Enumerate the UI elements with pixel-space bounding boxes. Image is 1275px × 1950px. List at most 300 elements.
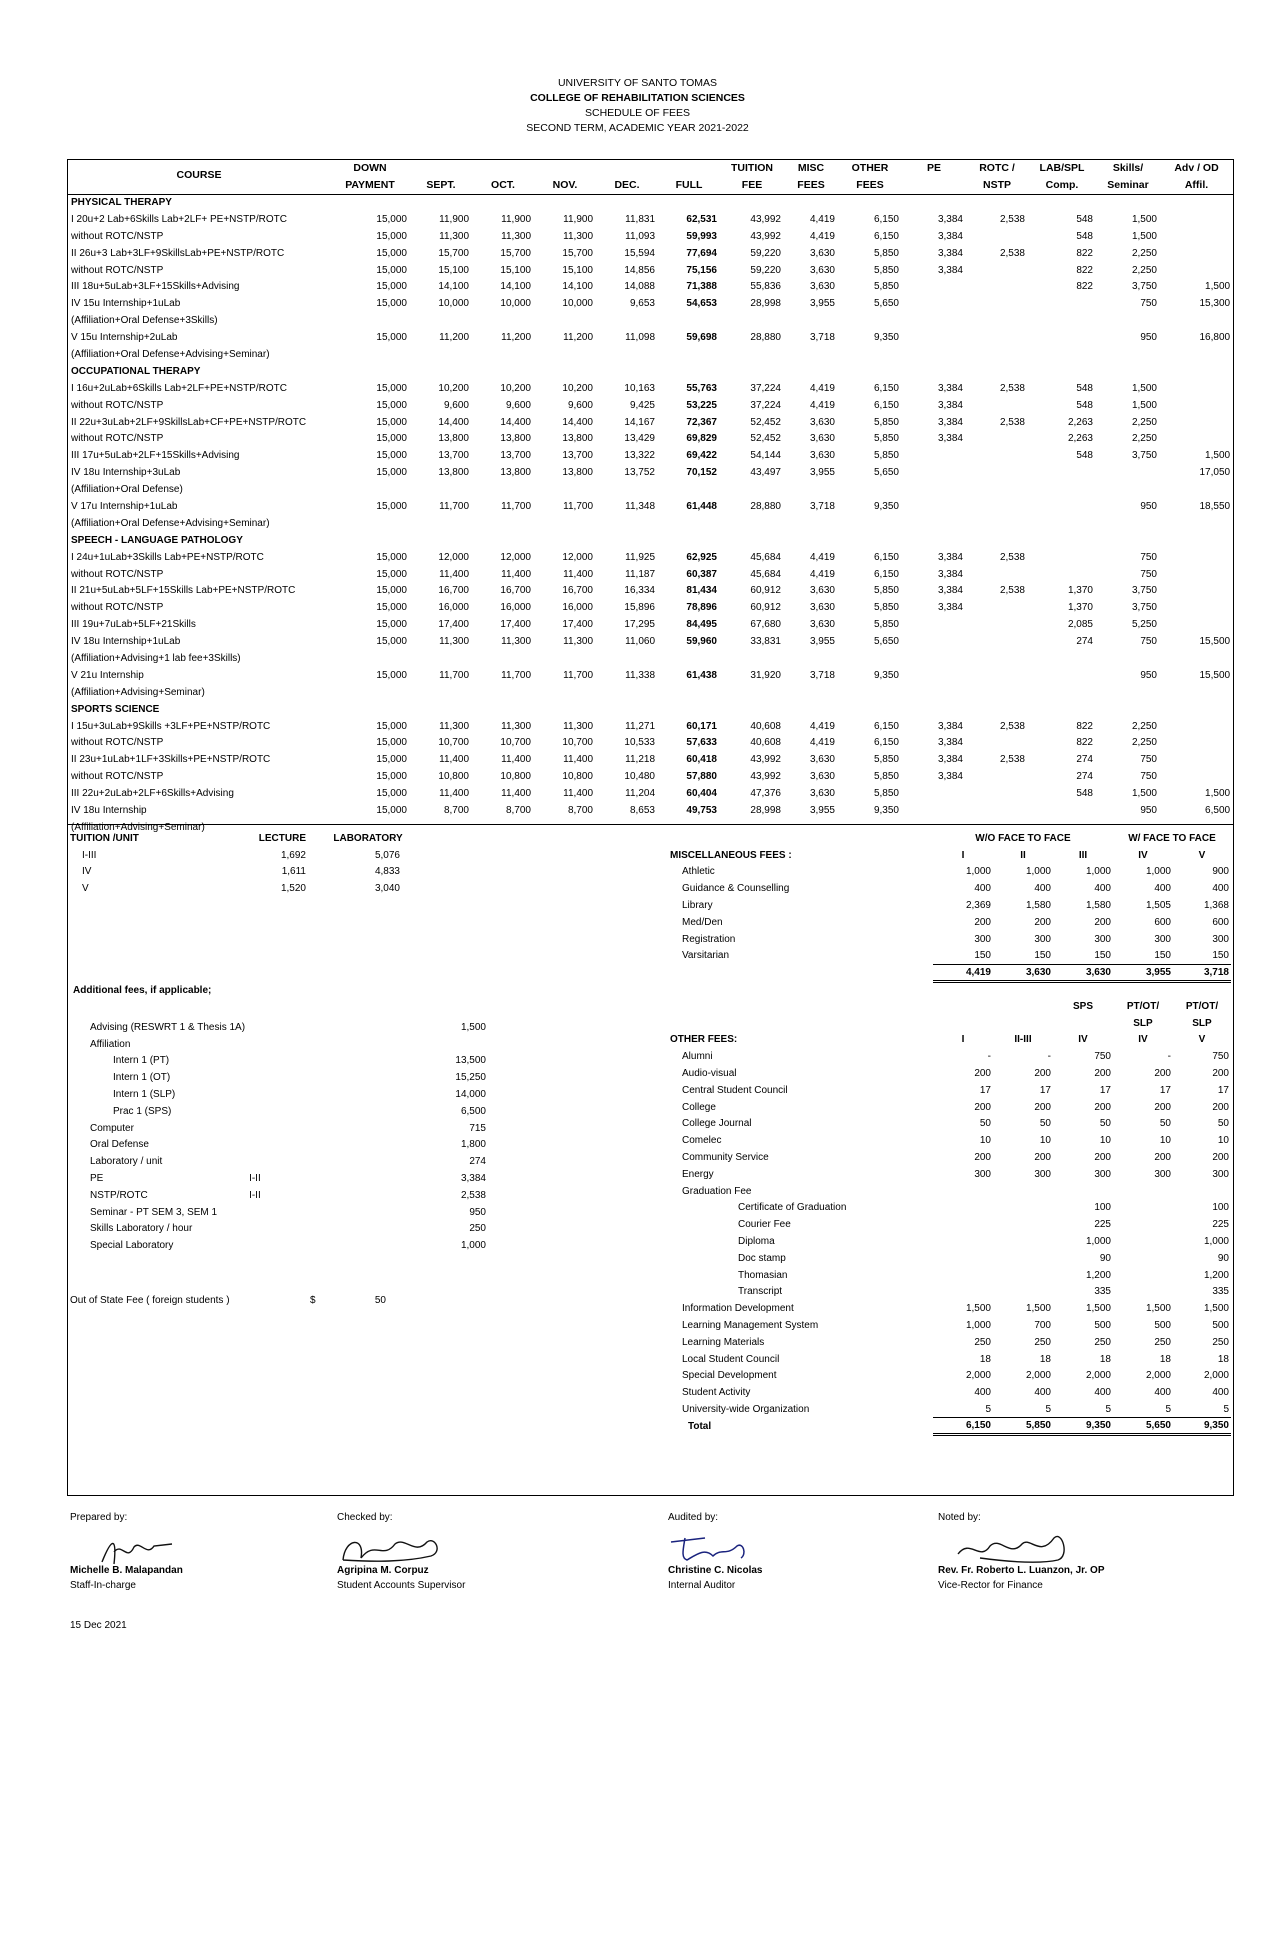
nov-cell: 11,700	[563, 500, 593, 512]
additional-fee-row	[68, 1069, 488, 1086]
without-face-to-face-label: W/O FACE TO FACE	[975, 832, 1071, 844]
other-fee-row	[668, 1233, 1231, 1250]
other-fees-total-label: Total	[688, 1420, 712, 1432]
full-cell: 75,156	[686, 264, 717, 276]
other-fee-row	[668, 1099, 1231, 1116]
pe-cell: 3,384	[937, 399, 963, 411]
misc-fee-value: 300	[1154, 933, 1171, 945]
oct-cell: 15,700	[500, 247, 531, 259]
tuition-cell: 52,452	[750, 416, 781, 428]
down-cell: 15,000	[376, 467, 407, 479]
fee-row	[68, 211, 1233, 228]
full-cell: 60,387	[686, 568, 717, 580]
other-cell: 6,150	[873, 720, 899, 732]
dec-cell: 16,334	[624, 585, 655, 597]
skills-cell	[1096, 515, 1160, 532]
other-cell: 6,150	[873, 230, 899, 242]
other-cell: 5,850	[873, 416, 899, 428]
rotc-cell	[966, 667, 1028, 684]
additional-fee-amount: 1,500	[460, 1021, 486, 1033]
additional-fees-title: Additional fees, if applicable;	[73, 985, 212, 996]
full-cell: 62,925	[686, 551, 717, 563]
sept-cell: 14,100	[438, 281, 469, 293]
signature-luanzon	[950, 1528, 1090, 1568]
lab-cell	[1028, 329, 1096, 346]
nov-cell	[534, 684, 596, 701]
course-cell: IV 18u Internship+3uLab	[71, 467, 181, 479]
oct-cell: 15,100	[500, 264, 531, 276]
fee-row	[68, 397, 1233, 414]
col-other: OTHER FEES	[851, 162, 889, 191]
signatory-title: Vice-Rector for Finance	[938, 1580, 1043, 1591]
rotc-cell	[966, 802, 1028, 819]
oct-cell: 11,300	[501, 636, 531, 648]
oct-cell	[472, 481, 534, 498]
rotc-cell	[966, 346, 1028, 363]
sept-cell	[410, 515, 472, 532]
additional-fee-level	[247, 1120, 362, 1137]
misc-fee-value: 300	[1212, 933, 1229, 945]
lab-cell: 274	[1076, 754, 1093, 766]
program-section-row	[68, 532, 1233, 549]
course-cell: SPORTS SCIENCE	[71, 703, 160, 715]
dec-cell: 10,163	[624, 382, 655, 394]
misc-cell: 3,630	[809, 247, 835, 259]
sept-cell: 12,000	[438, 551, 469, 563]
dec-cell: 17,295	[624, 619, 655, 631]
nov-cell: 13,800	[562, 467, 593, 479]
course-cell: without ROTC/NSTP	[71, 230, 164, 242]
nov-cell	[534, 650, 596, 667]
course-cell: I 20u+2 Lab+6Skills Lab+2LF+ PE+NSTP/ROTC	[71, 213, 287, 225]
other-fee-value: 18	[1217, 1353, 1229, 1365]
misc-fee-value: 150	[974, 950, 991, 962]
misc-fee-value: 300	[1034, 933, 1051, 945]
sept-cell: 15,100	[438, 264, 469, 276]
nov-cell: 8,700	[567, 805, 593, 816]
sept-cell	[410, 481, 472, 498]
skills-cell	[1096, 684, 1160, 701]
tuition-cell	[720, 312, 784, 329]
tuition-cell	[720, 650, 784, 667]
additional-fee-level: I-II	[249, 1189, 261, 1201]
other-fee-value	[993, 1183, 1053, 1200]
oct-cell: 8,700	[505, 805, 531, 816]
other-fee-value: 250	[1094, 1336, 1111, 1348]
other-cell: 6,150	[873, 213, 899, 225]
rotc-cell	[966, 447, 1028, 464]
other-fees-title: OTHER FEES:	[670, 1034, 738, 1046]
sept-cell: 8,700	[443, 805, 469, 816]
additional-fee-label: Intern 1 (SLP)	[113, 1089, 176, 1101]
misc-cell	[784, 346, 838, 363]
additional-fee-level	[247, 1036, 362, 1053]
fee-row	[68, 228, 1233, 245]
adv-cell	[1160, 768, 1233, 785]
other-fee-value: 1,200	[1085, 1269, 1111, 1281]
additional-fee-level	[247, 1237, 362, 1254]
misc-fee-value: 150	[1034, 950, 1051, 962]
oct-cell: 11,300	[501, 230, 531, 242]
additional-fee-amount: 1,000	[460, 1240, 486, 1252]
tuition-cell: 60,912	[750, 602, 781, 614]
full-cell: 81,434	[686, 585, 717, 597]
other-fee-value: 2,000	[1145, 1370, 1171, 1382]
misc-fee-value: 1,580	[1085, 900, 1111, 912]
course-cell: V 21u Internship	[71, 669, 144, 681]
full-cell: 77,694	[686, 247, 717, 259]
misc-cell: 4,419	[809, 230, 835, 242]
rotc-cell	[966, 735, 1028, 752]
misc-total-value: 4,419	[933, 964, 993, 981]
fee-row	[68, 295, 1233, 312]
other-fee-row	[668, 1384, 1231, 1401]
additional-fee-amount: 13,500	[455, 1055, 486, 1067]
tuition-cell: 33,831	[750, 636, 781, 648]
signatory-role: Noted by:	[938, 1512, 981, 1523]
other-cell: 5,850	[873, 788, 899, 800]
other-fee-label: Energy	[682, 1168, 714, 1180]
lab-cell	[1028, 566, 1096, 583]
oct-cell: 11,400	[501, 568, 531, 580]
sept-cell: 15,700	[438, 247, 469, 259]
dec-cell: 8,653	[629, 805, 655, 816]
fee-row	[68, 549, 1233, 566]
other-fee-label: Diploma	[738, 1236, 775, 1248]
oct-cell: 11,700	[501, 500, 531, 512]
pe-cell	[902, 464, 966, 481]
lab-cell	[1028, 295, 1096, 312]
skills-cell: 1,500	[1131, 788, 1157, 800]
other-fee-value: 1,000	[1085, 1236, 1111, 1248]
dec-cell: 14,167	[624, 416, 655, 428]
dec-cell: 11,060	[625, 636, 655, 648]
misc-total-value: 3,630	[993, 964, 1053, 981]
rotc-cell	[966, 430, 1028, 447]
fee-row	[68, 650, 1233, 667]
misc-col-header: I	[961, 849, 965, 861]
down-cell	[330, 312, 410, 329]
tuition-per-unit	[68, 830, 488, 897]
year-level: I-III	[82, 849, 97, 861]
other-fee-value: -	[987, 1051, 991, 1063]
additional-fee-label: Affiliation	[90, 1038, 131, 1050]
pe-cell: 3,384	[937, 602, 963, 614]
down-cell	[330, 346, 410, 363]
fee-row	[68, 785, 1233, 802]
other-fee-value: 200	[1154, 1101, 1171, 1113]
other-fee-value	[1113, 1216, 1173, 1233]
dec-cell: 10,480	[624, 771, 655, 783]
adv-cell	[1160, 751, 1233, 768]
other-cell	[838, 481, 902, 498]
misc-fee-row	[668, 948, 1231, 965]
skills-cell: 750	[1140, 568, 1157, 580]
other-total-value: 9,350	[1053, 1418, 1113, 1435]
sept-cell: 13,800	[438, 433, 469, 445]
other-fee-value: -	[1047, 1051, 1051, 1063]
other-cell: 5,850	[873, 619, 899, 631]
lab-cell	[1028, 515, 1096, 532]
lecture-rate: 1,520	[280, 883, 306, 895]
other-fee-value	[993, 1216, 1053, 1233]
fee-row	[68, 599, 1233, 616]
skills-cell: 1,500	[1131, 230, 1157, 242]
dec-cell	[596, 312, 658, 329]
other-fee-value: 500	[1212, 1320, 1229, 1332]
col-rotc: ROTC / NSTP	[979, 162, 1015, 191]
misc-cell: 3,718	[809, 669, 835, 681]
course-cell: II 26u+3 Lab+3LF+9SkillsLab+PE+NSTP/ROTC	[71, 247, 285, 259]
course-cell: I 16u+2uLab+6Skills Lab+2LF+PE+NSTP/ROTC	[71, 382, 287, 394]
other-fee-value: 200	[1212, 1101, 1229, 1113]
course-cell: II 22u+3uLab+2LF+9SkillsLab+CF+PE+NSTP/ROTC	[71, 416, 307, 428]
adv-cell	[1160, 397, 1233, 414]
col-down-payment: DOWN PAYMENT	[345, 162, 395, 191]
other-col-group: PT/OT/	[1185, 1000, 1219, 1012]
nov-cell	[534, 819, 596, 836]
sept-cell: 13,700	[438, 450, 469, 462]
dec-cell	[596, 481, 658, 498]
program-section-row	[68, 194, 1233, 211]
full-cell: 60,418	[686, 754, 717, 766]
misc-col-header: III	[1078, 849, 1088, 861]
nov-cell: 16,700	[562, 585, 593, 597]
other-cell: 6,150	[873, 737, 899, 749]
dec-cell: 11,925	[625, 551, 655, 563]
other-col-group-2: SLP	[1192, 1017, 1212, 1029]
course-cell: III 22u+2uLab+2LF+6Skills+Advising	[71, 788, 234, 800]
misc-cell: 4,419	[809, 382, 835, 394]
sept-cell: 16,700	[438, 585, 469, 597]
additional-fee-label: Oral Defense	[90, 1139, 149, 1151]
additional-fee-row	[68, 1086, 488, 1103]
other-fee-label: College Journal	[682, 1118, 752, 1130]
full-cell: 62,531	[686, 213, 717, 225]
oct-cell: 13,800	[500, 467, 531, 479]
skills-cell: 750	[1140, 754, 1157, 766]
nov-cell: 9,600	[567, 399, 593, 411]
pe-cell: 3,384	[937, 382, 963, 394]
nov-cell: 11,300	[563, 230, 593, 242]
out-of-state-currency: $	[310, 1294, 316, 1306]
signatory-title: Student Accounts Supervisor	[337, 1580, 466, 1591]
other-fee-value: 300	[974, 1168, 991, 1180]
pe-cell: 3,384	[937, 720, 963, 732]
other-fee-value: 50	[1039, 1118, 1051, 1130]
adv-cell: 1,500	[1205, 281, 1231, 293]
nov-cell: 13,800	[562, 433, 593, 445]
other-fee-value	[1113, 1183, 1173, 1200]
year-level: V	[82, 883, 89, 895]
fee-row	[68, 751, 1233, 768]
oct-cell: 14,100	[500, 281, 531, 293]
additional-fee-row	[68, 1053, 488, 1070]
lab-cell: 548	[1076, 788, 1093, 800]
other-fee-value	[933, 1284, 993, 1301]
dec-cell: 9,653	[629, 298, 655, 310]
nov-cell: 13,700	[562, 450, 593, 462]
nov-cell: 11,400	[563, 568, 593, 580]
tuition-cell: 59,220	[750, 247, 781, 259]
pe-cell	[902, 650, 966, 667]
other-fee-value: 50	[979, 1118, 991, 1130]
other-cell: 5,850	[873, 264, 899, 276]
additional-fee-label: Laboratory / unit	[90, 1156, 163, 1168]
course-cell: III 19u+7uLab+5LF+21Skills	[71, 619, 196, 631]
fee-row	[68, 684, 1233, 701]
fee-row	[68, 566, 1233, 583]
fee-row	[68, 329, 1233, 346]
fee-row	[68, 481, 1233, 498]
additional-fee-label: Computer	[90, 1122, 134, 1134]
misc-cell: 3,630	[809, 619, 835, 631]
skills-cell: 2,250	[1131, 433, 1157, 445]
adv-cell: 6,500	[1205, 805, 1231, 816]
down-cell: 15,000	[376, 298, 407, 310]
skills-cell: 750	[1140, 551, 1157, 563]
misc-cell: 3,630	[809, 450, 835, 462]
col-sept: SEPT.	[426, 179, 456, 191]
other-fee-value	[933, 1216, 993, 1233]
rotc-cell	[966, 312, 1028, 329]
misc-fee-value: 200	[974, 916, 991, 928]
additional-fee-label: Advising (RESWRT 1 & Thesis 1A)	[90, 1021, 246, 1033]
other-fee-value: 1,500	[1145, 1303, 1171, 1315]
down-cell: 15,000	[376, 382, 407, 394]
nov-cell: 11,300	[563, 636, 593, 648]
other-col-header: II-III	[1014, 1034, 1032, 1046]
col-dec: DEC.	[614, 179, 640, 191]
rotc-cell	[966, 228, 1028, 245]
dec-cell: 9,425	[629, 399, 655, 411]
other-fee-value: 17	[1217, 1084, 1229, 1096]
down-cell: 15,000	[376, 433, 407, 445]
other-fee-value	[933, 1233, 993, 1250]
tuition-cell: 55,836	[750, 281, 781, 293]
other-fee-value: 400	[1034, 1387, 1051, 1399]
sept-cell	[410, 312, 472, 329]
misc-fee-value: 200	[1034, 916, 1051, 928]
other-fee-label: Transcript	[738, 1286, 783, 1298]
fee-row	[68, 616, 1233, 633]
pe-cell: 3,384	[937, 754, 963, 766]
nov-cell: 14,100	[562, 281, 593, 293]
down-cell: 15,000	[376, 771, 407, 783]
tuition-cell: 37,224	[750, 382, 781, 394]
signatory-block	[668, 1563, 762, 1593]
skills-cell: 1,500	[1131, 382, 1157, 394]
additional-fee-label: Intern 1 (OT)	[113, 1072, 171, 1084]
other-fee-value: 18	[1039, 1353, 1051, 1365]
oct-cell	[472, 346, 534, 363]
other-fee-label: Learning Materials	[682, 1336, 765, 1348]
other-fee-value: 200	[974, 1068, 991, 1080]
dec-cell: 11,271	[625, 720, 655, 732]
misc-total-value: 3,718	[1173, 964, 1231, 981]
down-cell: 15,000	[376, 619, 407, 631]
rotc-cell	[966, 464, 1028, 481]
adv-cell	[1160, 414, 1233, 431]
nov-cell: 11,400	[563, 788, 593, 800]
other-fee-value: 200	[1212, 1068, 1229, 1080]
adv-cell: 16,800	[1199, 332, 1231, 344]
misc-fee-value: 150	[1154, 950, 1171, 962]
other-col-group-2	[933, 1015, 993, 1032]
misc-cell: 3,955	[809, 636, 835, 648]
down-cell: 15,000	[376, 636, 407, 648]
other-fee-value: 1,000	[965, 1320, 991, 1332]
other-fee-value: 50	[1159, 1118, 1171, 1130]
signatory-title: Staff-In-charge	[70, 1580, 136, 1591]
out-of-state-amount: 50	[374, 1294, 386, 1306]
dec-cell: 11,348	[625, 500, 655, 512]
oct-cell: 10,200	[500, 382, 531, 394]
signatory-name: Agripina M. Corpuz	[337, 1565, 429, 1576]
down-cell: 15,000	[376, 737, 407, 749]
tuition-cell: 45,684	[750, 568, 781, 580]
other-fee-value: 5	[1165, 1403, 1171, 1415]
course-cell: II 21u+5uLab+5LF+15Skills Lab+PE+NSTP/ROTC	[71, 585, 296, 597]
misc-cell: 3,630	[809, 771, 835, 783]
course-cell: I 24u+1uLab+3Skills Lab+PE+NSTP/ROTC	[71, 551, 264, 563]
additional-fee-label: Prac 1 (SPS)	[113, 1105, 172, 1117]
misc-fee-value: 200	[1094, 916, 1111, 928]
pe-cell	[902, 684, 966, 701]
additional-fee-amount: 250	[469, 1223, 486, 1235]
misc-cell: 3,630	[809, 585, 835, 597]
other-fee-value: 200	[974, 1101, 991, 1113]
other-fee-value: 2,000	[965, 1370, 991, 1382]
full-cell: 61,448	[686, 500, 717, 512]
rotc-cell	[966, 278, 1028, 295]
other-fee-row	[668, 1116, 1231, 1133]
fee-table	[68, 194, 1233, 836]
signatory-name: Michelle B. Malapandan	[70, 1565, 183, 1576]
adv-cell	[1160, 650, 1233, 667]
full-cell	[658, 346, 720, 363]
skills-cell: 1,500	[1131, 213, 1157, 225]
skills-cell: 950	[1140, 332, 1157, 344]
oct-cell: 11,900	[501, 213, 531, 225]
tuition-cell: 40,608	[750, 720, 781, 732]
sept-cell	[410, 650, 472, 667]
rotc-cell	[966, 785, 1028, 802]
dec-cell: 11,093	[625, 230, 655, 242]
other-cell	[838, 515, 902, 532]
sept-cell: 10,700	[438, 737, 469, 749]
other-cell	[838, 684, 902, 701]
lab-cell	[1028, 312, 1096, 329]
pe-cell	[902, 616, 966, 633]
pe-cell: 3,384	[937, 230, 963, 242]
additional-fee-level	[247, 1019, 362, 1036]
other-fee-value: 250	[1034, 1336, 1051, 1348]
misc-fee-value: 1,000	[1025, 866, 1051, 878]
additional-fee-row	[68, 1237, 488, 1254]
down-cell: 15,000	[376, 805, 407, 816]
dec-cell: 10,533	[624, 737, 655, 749]
fee-row	[68, 447, 1233, 464]
pe-cell: 3,384	[937, 568, 963, 580]
lab-cell: 2,085	[1067, 619, 1093, 631]
down-cell: 15,000	[376, 399, 407, 411]
pe-cell: 3,384	[937, 213, 963, 225]
nov-cell	[534, 312, 596, 329]
nov-cell: 17,400	[562, 619, 593, 631]
fee-row	[68, 718, 1233, 735]
program-section-row	[68, 701, 1233, 718]
